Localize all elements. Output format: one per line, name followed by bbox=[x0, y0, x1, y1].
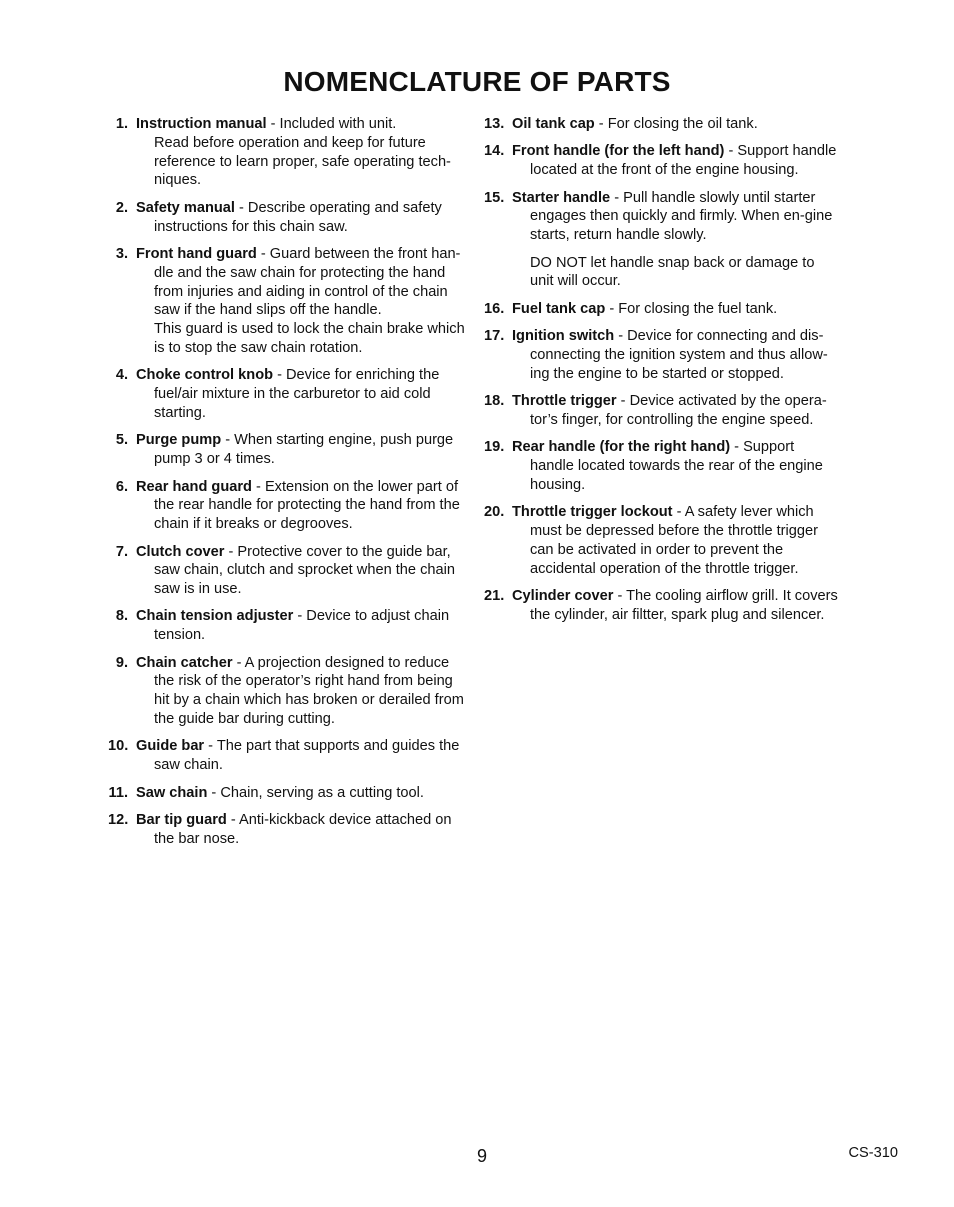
part-description bbox=[136, 784, 466, 803]
part-number: 12. bbox=[108, 812, 129, 829]
part-description-text: - Support handle located towards the rear of the engine housing. bbox=[530, 439, 823, 493]
part-number: 8. bbox=[115, 608, 128, 625]
part-item bbox=[108, 607, 466, 645]
part-name: Throttle trigger bbox=[512, 393, 617, 410]
part-number: 1. bbox=[115, 116, 128, 132]
part-description-text: - A projection designed to reduce the risk of the operator’s right hand from being hit by a chain which has broken or derailed from the guide bar during cutting. bbox=[154, 654, 464, 728]
part-description-text: - Pull handle slowly until starter engages then quickly and firmly. When en-gine starts, return handle slowly. bbox=[530, 189, 833, 244]
part-name: Clutch cover bbox=[136, 543, 225, 560]
part-number: 10. bbox=[108, 738, 129, 755]
part-description-text: - A safety lever which must be depressed before the throttle trigger can be activated in order to prevent the accidental operation of the throttle trigger. bbox=[530, 504, 818, 577]
parts-list-right bbox=[484, 115, 842, 633]
part-number: 16. bbox=[484, 300, 505, 317]
part-number: 15. bbox=[484, 189, 505, 206]
part-description bbox=[512, 189, 842, 245]
part-name: Safety manual bbox=[136, 199, 235, 216]
part-item bbox=[108, 115, 466, 190]
parts-list-left bbox=[108, 115, 466, 857]
part-description-text: - For closing the fuel tank. bbox=[605, 300, 778, 317]
part-number: 14. bbox=[484, 143, 505, 160]
part-description-text: - Extension on the lower part of the rear handle for protecting the hand from the chain if it breaks or degrooves. bbox=[154, 478, 460, 533]
part-description-text: - Protective cover to the guide bar, saw chain, clutch and sprocket when the chain saw is in use. bbox=[154, 543, 455, 598]
part-number: 20. bbox=[484, 504, 505, 521]
part-description bbox=[136, 245, 466, 358]
part-name: Chain tension adjuster bbox=[136, 608, 294, 625]
part-description-text: - Device for enriching the fuel/air mixture in the carburetor to aid cold starting. bbox=[154, 367, 440, 421]
part-description bbox=[512, 503, 842, 578]
part-item bbox=[108, 478, 466, 534]
part-item bbox=[484, 587, 842, 625]
part-description bbox=[136, 654, 466, 729]
part-description bbox=[512, 438, 842, 494]
part-name: Choke control knob bbox=[136, 367, 274, 384]
part-description bbox=[512, 327, 842, 383]
part-number: 11. bbox=[108, 784, 128, 801]
part-item bbox=[484, 438, 842, 494]
part-description-text: - The part that supports and guides the saw chain. bbox=[154, 738, 460, 774]
part-description bbox=[512, 587, 842, 625]
part-number: 19. bbox=[484, 439, 505, 456]
part-description-text: - Anti-kickback device attached on the bar nose. bbox=[154, 812, 452, 847]
part-name: Throttle trigger lockout bbox=[512, 504, 673, 521]
part-item bbox=[108, 737, 466, 775]
part-number: 18. bbox=[484, 393, 505, 410]
part-description bbox=[136, 478, 466, 534]
part-description-text: - Included with unit. bbox=[266, 116, 397, 132]
part-item bbox=[484, 503, 842, 578]
part-number: 2. bbox=[115, 199, 128, 216]
part-description-text: - Device activated by the opera-tor’s finger, for controlling the engine speed. bbox=[530, 393, 827, 428]
part-name: Fuel tank cap bbox=[512, 300, 606, 317]
part-name: Front handle (for the left hand) bbox=[512, 143, 725, 160]
part-item bbox=[484, 300, 842, 319]
part-name: Front hand guard bbox=[136, 245, 257, 262]
part-description bbox=[136, 366, 466, 422]
part-description-text: - For closing the oil tank. bbox=[594, 116, 758, 132]
part-number: 17. bbox=[484, 328, 505, 345]
part-name: Rear handle (for the right hand) bbox=[512, 439, 731, 456]
part-description bbox=[136, 607, 466, 645]
part-description-text: - Describe operating and safety instructions for this chain saw. bbox=[154, 199, 442, 235]
part-extra-text: This guard is used to lock the chain brake which is to stop the saw chain rotation. bbox=[154, 321, 465, 356]
part-item bbox=[108, 245, 466, 358]
part-name: Starter handle bbox=[512, 189, 611, 206]
part-item bbox=[108, 366, 466, 422]
part-description-text: - Support handle located at the front of the engine housing. bbox=[530, 143, 837, 179]
part-item bbox=[484, 189, 842, 292]
part-name: Cylinder cover bbox=[512, 588, 614, 605]
part-item bbox=[108, 431, 466, 469]
part-item bbox=[108, 811, 466, 849]
part-description-text: - Guard between the front han-dle and the saw chain for protecting the hand from injuries and aiding in control of the chain saw if the hand slips off the handle. bbox=[154, 245, 461, 319]
part-name: Ignition switch bbox=[512, 328, 615, 345]
part-description bbox=[512, 115, 842, 134]
part-name: Oil tank cap bbox=[512, 116, 595, 132]
part-number: 7. bbox=[115, 543, 128, 560]
part-description bbox=[136, 811, 466, 849]
part-description bbox=[136, 737, 466, 775]
part-description-text: - Device to adjust chain tension. bbox=[154, 608, 450, 644]
part-name: Instruction manual bbox=[136, 116, 267, 132]
part-number: 4. bbox=[115, 367, 128, 384]
part-description bbox=[136, 199, 466, 237]
part-number: 5. bbox=[115, 432, 128, 449]
part-description bbox=[512, 392, 842, 430]
part-name: Chain catcher bbox=[136, 654, 233, 671]
part-description bbox=[512, 142, 842, 180]
part-description-text: - Chain, serving as a cutting tool. bbox=[207, 784, 424, 801]
part-extra-text: Read before operation and keep for future reference to learn proper, safe operating tech-niques. bbox=[154, 134, 451, 189]
part-item bbox=[108, 543, 466, 599]
part-description-text: - Device for connecting and dis-connecting the ignition system and thus allow-ing the engine to be started or stopped. bbox=[530, 328, 828, 382]
part-item bbox=[108, 654, 466, 729]
part-name: Rear hand guard bbox=[136, 478, 252, 495]
part-item bbox=[484, 327, 842, 383]
part-number: 21. bbox=[484, 588, 505, 605]
part-name: Guide bar bbox=[136, 738, 205, 755]
part-item bbox=[484, 142, 842, 180]
part-number: 9. bbox=[115, 654, 128, 671]
part-description-text: - The cooling airflow grill. It covers the cylinder, air filtter, spark plug and silencer. bbox=[530, 588, 838, 623]
part-number: 3. bbox=[115, 245, 128, 262]
part-item bbox=[108, 784, 466, 803]
document-code: CS-310 bbox=[848, 1145, 898, 1161]
part-name: Saw chain bbox=[136, 784, 208, 801]
part-item bbox=[484, 115, 842, 134]
part-number: 6. bbox=[115, 478, 128, 495]
part-description bbox=[136, 431, 466, 469]
part-warning-note: DO NOT let handle snap back or damage to unit will occur. bbox=[530, 254, 815, 290]
part-description bbox=[136, 115, 466, 190]
part-name: Bar tip guard bbox=[136, 812, 227, 829]
page-title: NOMENCLATURE OF PARTS bbox=[283, 66, 671, 97]
part-description-text: - When starting engine, push purge pump 3 or 4 times. bbox=[154, 432, 454, 468]
part-description bbox=[136, 543, 466, 599]
part-number: 13. bbox=[484, 116, 505, 132]
part-item bbox=[484, 392, 842, 430]
part-item bbox=[108, 199, 466, 237]
part-description bbox=[512, 300, 842, 319]
part-name: Purge pump bbox=[136, 432, 222, 449]
page-number: 9 bbox=[477, 1146, 488, 1166]
